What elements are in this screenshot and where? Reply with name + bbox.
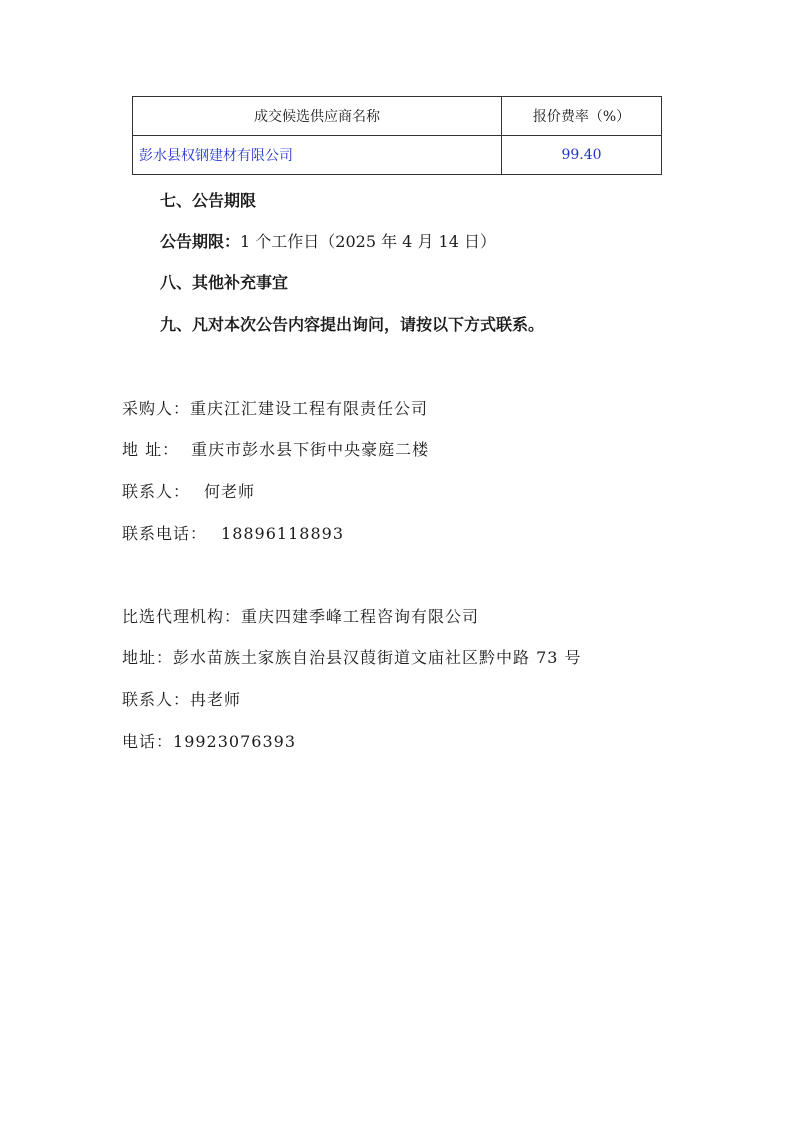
purchaser-phone-label: 联系电话： xyxy=(122,524,208,543)
header-supplier-name: 成交候选供应商名称 xyxy=(133,97,502,136)
agency-phone-label: 电话： xyxy=(122,732,174,751)
agency-address: 彭水苗族土家族自治县汉葭街道文庙社区黔中路 73 号 xyxy=(173,648,582,667)
purchaser-name: 重庆江汇建设工程有限责任公司 xyxy=(190,399,429,418)
purchaser-address: 重庆市彭水县下街中央豪庭二楼 xyxy=(191,440,430,459)
notice-period-value: 1 个工作日（2025 年 4 月 14 日） xyxy=(240,232,496,251)
purchaser-name-line xyxy=(122,396,428,419)
purchaser-phone-line xyxy=(122,521,344,544)
notice-period xyxy=(160,229,496,252)
table-row xyxy=(133,136,662,175)
supplier-name-cell: 彭水县权钢建材有限公司 xyxy=(133,136,502,175)
purchaser-address-label: 地 址： xyxy=(122,440,180,459)
agency-name: 重庆四建季峰工程咨询有限公司 xyxy=(241,607,480,626)
purchaser-contact: 何老师 xyxy=(204,482,256,501)
rate-cell: 99.40 xyxy=(502,136,662,175)
purchaser-phone: 18896118893 xyxy=(221,524,344,543)
agency-address-line xyxy=(122,645,582,668)
candidate-table xyxy=(132,96,662,175)
notice-period-label: 公告期限： xyxy=(160,232,241,251)
agency-name-line xyxy=(122,604,479,627)
table-header-row xyxy=(133,97,662,136)
purchaser-address-line xyxy=(122,437,429,460)
agency-address-label: 地址： xyxy=(122,648,174,667)
agency-contact-line xyxy=(122,687,241,710)
agency-contact: 冉老师 xyxy=(190,690,242,709)
agency-label: 比选代理机构： xyxy=(122,607,242,626)
section-7-title: 七、公告期限 xyxy=(160,191,257,210)
agency-contact-label: 联系人： xyxy=(122,690,191,709)
section-8-title: 八、其他补充事宜 xyxy=(160,273,289,292)
agency-phone-line xyxy=(122,729,296,752)
purchaser-contact-line xyxy=(122,479,255,502)
section-9-title: 九、凡对本次公告内容提出询问，请按以下方式联系。 xyxy=(160,315,545,334)
purchaser-contact-label: 联系人： xyxy=(122,482,191,501)
purchaser-label: 采购人： xyxy=(122,399,191,418)
agency-phone: 19923076393 xyxy=(173,732,296,751)
header-rate: 报价费率（%） xyxy=(502,97,662,136)
